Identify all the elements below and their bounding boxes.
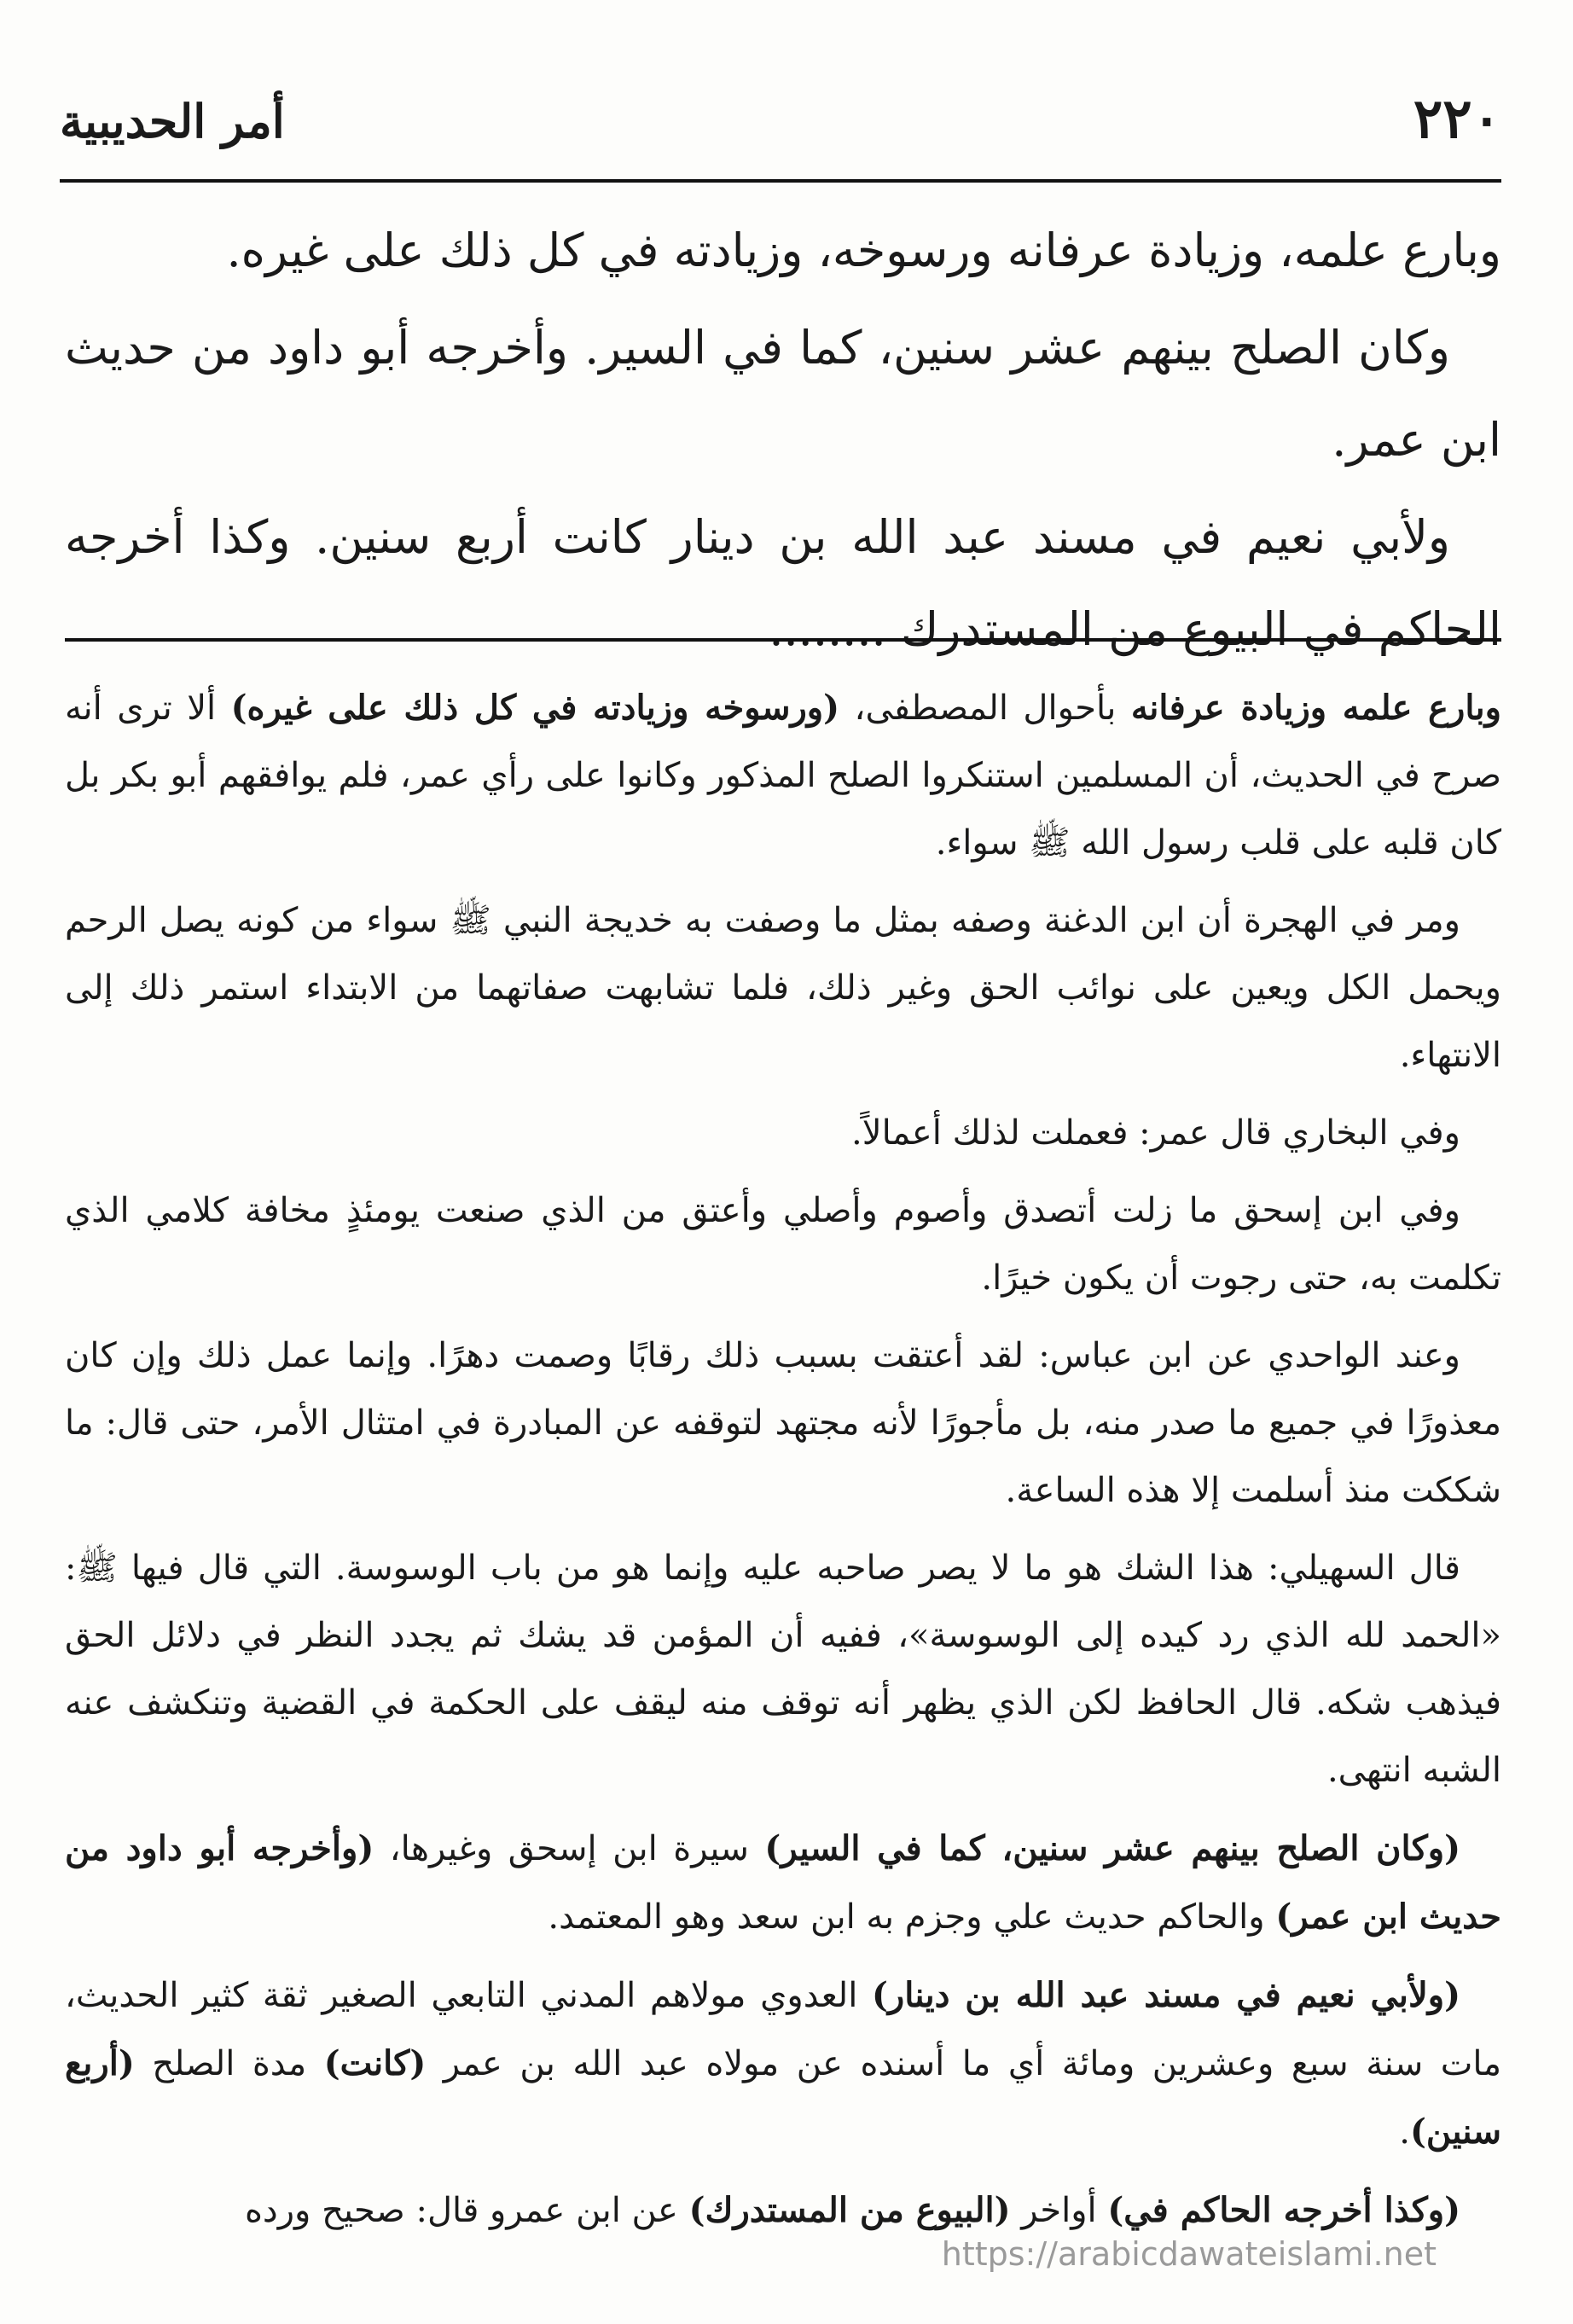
quoted-matn: (ورسوخه وزيادته في كل ذلك على غيره) xyxy=(230,688,840,728)
page-number: ٢٢٠ xyxy=(1413,87,1501,151)
matn-paragraph: وبارع علمه، وزيادة عرفانه ورسوخه، وزيادته في كل ذلك على غيره. xyxy=(226,224,1501,277)
commentary-paragraph xyxy=(65,1815,1501,1951)
quoted-matn: (كانت) xyxy=(323,2043,427,2083)
ellipsis-dots: ........ xyxy=(769,602,886,656)
commentary-paragraph: وفي ابن إسحق ما زلت أتصدق وأصوم وأصلي وأعتق من الذي صنعت يومئذٍ مخافة كلامي الذي تكلمت به، حتى رجوت أن يكون خيرًا. xyxy=(65,1191,1501,1298)
section-separator xyxy=(65,638,1501,642)
matn-paragraph: وكان الصلح بينهم عشر سنين، كما في السير. وأخرجه أبو داود من حديث ابن عمر. xyxy=(65,321,1501,467)
commentary-text-run: العدوي مولاهم المدني التابعي الصغير ثقة كثير الحديث، مات سنة سبع وعشرين ومائة أي ما أسنده عن مولاه عبد الله بن عمر xyxy=(65,1976,1502,2083)
quoted-matn: (وكان الصلح بينهم عشر سنين، كما في السير) xyxy=(764,1828,1461,1868)
quoted-matn: (وأخرجه أبو داود من حديث ابن عمر) xyxy=(65,1828,1501,1937)
commentary-text-run: . xyxy=(1399,2112,1410,2152)
quoted-matn: (البيوع من المستدرك) xyxy=(688,2190,1011,2230)
commentary-text-run: أواخر xyxy=(1010,2191,1108,2230)
watermark-url: https://arabicdawateislami.net xyxy=(941,2235,1437,2273)
running-title: أمر الحديبية xyxy=(60,94,285,148)
commentary-paragraph: ومر في الهجرة أن ابن الدغنة وصفه بمثل ما وصفت به خديجة النبي ﷺ سواء من كونه يصل الرحم ويحمل الكل ويعين على نوائب الحق وغير ذلك، فلما تشابهت صفاتهما من الابتداء استمر ذلك إلى الانتهاء. xyxy=(65,901,1501,1075)
commentary-paragraph xyxy=(65,1961,1501,2166)
matn-text: ولأبي نعيم في مسند عبد الله بن دينار كانت أربع سنين. وكذا أخرجه الحاكم في البيوع من المستدرك xyxy=(65,510,1501,656)
commentary-text-run: ألا ترى أنه صرح في الحديث، أن المسلمين استنكروا الصلح المذكور وكانوا على رأي عمر، فلم يوافقهم أبو بكر بل كان قلبه على قلب رسول الله ﷺ سواء. xyxy=(65,688,1501,863)
quoted-matn: (وكذا أخرجه الحاكم في) xyxy=(1107,2190,1460,2230)
commentary-text-run: سيرة ابن إسحق وغيرها، xyxy=(374,1829,765,1868)
page-header xyxy=(60,85,1501,183)
quoted-matn: وبارع علمه وزيادة عرفانه xyxy=(1130,688,1501,728)
main-text xyxy=(65,205,1501,681)
commentary-paragraph: وعند الواحدي عن ابن عباس: لقد أعتقت بسبب ذلك رقابًا وصمت دهرًا. وإنما عمل ذلك وإن كان معذورًا في جميع ما صدر منه، بل مأجورًا لأنه مجتهد لتوقفه عن المبادرة في امتثال الأمر، حتى قال: ما شككت منذ أسلمت إلا هذه الساعة. xyxy=(65,1336,1501,1510)
quoted-matn: (ولأبي نعيم في مسند عبد الله بن دينار) xyxy=(871,1975,1460,2015)
matn-paragraph xyxy=(65,491,1501,676)
commentary-text-run: عن ابن عمرو قال: صحيح ورده xyxy=(244,2191,689,2230)
commentary-text-run: مدة الصلح xyxy=(134,2044,324,2083)
commentary-paragraph xyxy=(65,2176,1501,2245)
commentary-text-run: بأحوال المصطفى، xyxy=(839,688,1131,728)
commentary-paragraph xyxy=(65,674,1501,877)
commentary-text xyxy=(65,674,1501,2255)
commentary-paragraph: وفي البخاري قال عمر: فعملت لذلك أعمالاً. xyxy=(851,1113,1460,1153)
commentary-paragraph: قال السهيلي: هذا الشك هو ما لا يصر صاحبه عليه وإنما هو من باب الوسوسة. التي قال فيها ﷺ: «الحمد لله الذي رد كيده إلى الوسوسة»، ففيه أن المؤمن قد يشك ثم يجدد النظر في دلائل الحق فيذهب شكه. قال الحافظ لكن الذي يظهر أنه توقف منه ليقف على الحكمة في القضية وتنكشف عنه الشبه انتهى. xyxy=(65,1548,1501,1790)
quoted-matn: (أربع سنين) xyxy=(65,2043,1501,2152)
commentary-text-run: والحاكم حديث علي وجزم به ابن سعد وهو المعتمد. xyxy=(548,1897,1276,1937)
